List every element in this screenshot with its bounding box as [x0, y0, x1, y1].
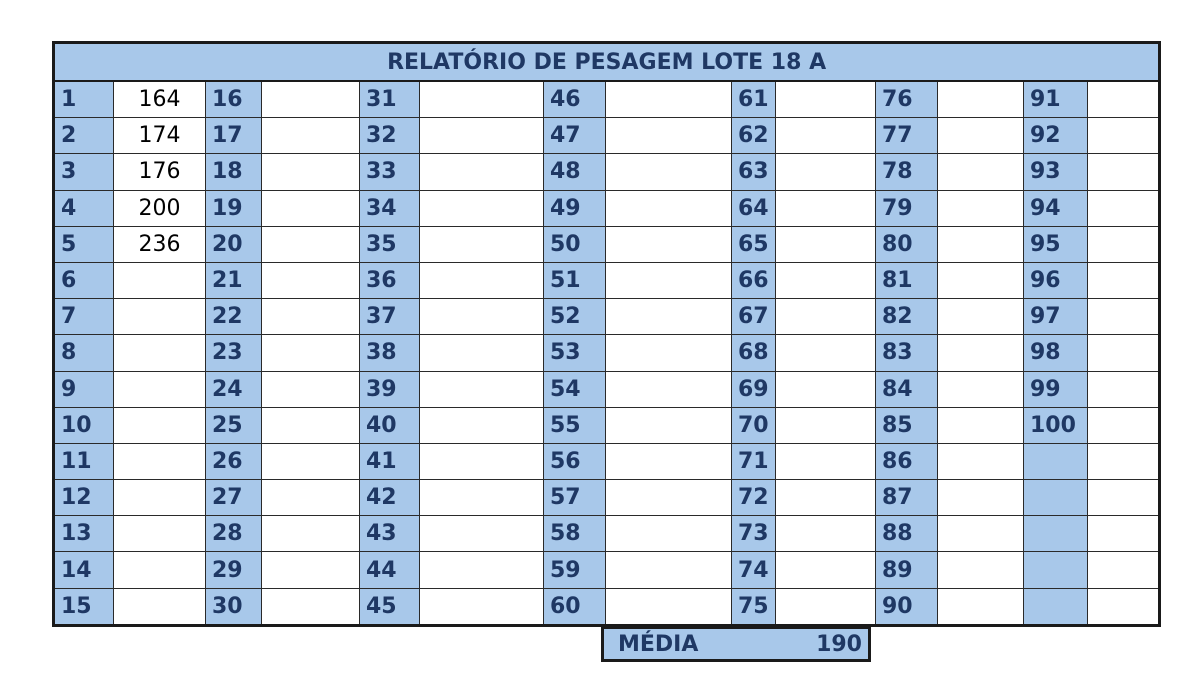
weight-cell[interactable]	[1088, 81, 1160, 118]
animal-number-cell: 84	[876, 371, 938, 407]
table-row	[54, 407, 1160, 443]
weight-cell[interactable]	[420, 190, 544, 226]
weight-cell[interactable]	[262, 154, 360, 190]
weight-cell[interactable]	[420, 552, 544, 588]
weight-cell[interactable]	[114, 516, 206, 552]
animal-number-cell: 38	[360, 335, 420, 371]
table-row	[54, 588, 1160, 625]
weight-cell[interactable]	[1088, 226, 1160, 262]
animal-number-cell: 19	[206, 190, 262, 226]
animal-number-cell: 6	[54, 262, 114, 298]
table-row	[54, 335, 1160, 371]
weight-cell[interactable]	[262, 118, 360, 154]
weight-cell[interactable]	[1088, 443, 1160, 479]
animal-number-cell: 25	[206, 407, 262, 443]
animal-number-cell: 74	[732, 552, 776, 588]
weight-cell[interactable]	[606, 588, 732, 625]
table-row	[54, 190, 1160, 226]
animal-number-cell: 8	[54, 335, 114, 371]
animal-number-cell: 89	[876, 552, 938, 588]
weight-cell[interactable]	[262, 516, 360, 552]
animal-number-cell: 46	[544, 81, 606, 118]
weight-cell[interactable]	[262, 588, 360, 625]
weight-cell[interactable]	[114, 262, 206, 298]
animal-number-cell: 33	[360, 154, 420, 190]
animal-number-cell: 3	[54, 154, 114, 190]
animal-number-cell: 83	[876, 335, 938, 371]
animal-number-cell: 78	[876, 154, 938, 190]
weight-cell[interactable]	[938, 371, 1024, 407]
weight-cell[interactable]	[776, 118, 876, 154]
table-row	[54, 516, 1160, 552]
weight-cell[interactable]	[262, 262, 360, 298]
animal-number-cell: 37	[360, 299, 420, 335]
table-row	[54, 81, 1160, 118]
weight-cell[interactable]	[114, 371, 206, 407]
animal-number-cell: 69	[732, 371, 776, 407]
animal-number-cell: 91	[1024, 81, 1088, 118]
animal-number-cell: 32	[360, 118, 420, 154]
weight-cell[interactable]	[776, 552, 876, 588]
weight-cell[interactable]	[776, 81, 876, 118]
animal-number-cell: 60	[544, 588, 606, 625]
animal-number-cell: 59	[544, 552, 606, 588]
animal-number-cell: 16	[206, 81, 262, 118]
animal-number-cell: 14	[54, 552, 114, 588]
weight-cell[interactable]	[938, 154, 1024, 190]
animal-number-cell: 76	[876, 81, 938, 118]
weight-cell[interactable]	[606, 480, 732, 516]
weight-cell[interactable]	[606, 154, 732, 190]
weight-cell[interactable]	[606, 190, 732, 226]
animal-number-cell: 36	[360, 262, 420, 298]
table-row	[54, 299, 1160, 335]
weighing-report-table	[52, 41, 1161, 627]
weight-cell[interactable]	[420, 371, 544, 407]
weight-cell[interactable]	[938, 407, 1024, 443]
weight-cell[interactable]	[776, 190, 876, 226]
weight-cell[interactable]	[114, 480, 206, 516]
weight-cell[interactable]	[938, 516, 1024, 552]
animal-number-cell: 52	[544, 299, 606, 335]
weight-cell[interactable]	[1088, 480, 1160, 516]
animal-number-cell: 72	[732, 480, 776, 516]
animal-number-cell: 29	[206, 552, 262, 588]
animal-number-cell: 87	[876, 480, 938, 516]
animal-number-cell: 65	[732, 226, 776, 262]
animal-number-cell: 51	[544, 262, 606, 298]
weight-cell[interactable]	[420, 262, 544, 298]
animal-number-cell	[1024, 516, 1088, 552]
weight-cell[interactable]	[938, 443, 1024, 479]
animal-number-cell: 57	[544, 480, 606, 516]
animal-number-cell: 95	[1024, 226, 1088, 262]
animal-number-cell: 75	[732, 588, 776, 625]
table-row	[54, 552, 1160, 588]
weight-cell[interactable]	[776, 371, 876, 407]
animal-number-cell: 39	[360, 371, 420, 407]
table-row	[54, 443, 1160, 479]
weight-cell[interactable]	[1088, 262, 1160, 298]
weight-cell[interactable]	[938, 588, 1024, 625]
weight-cell[interactable]	[606, 81, 732, 118]
weight-cell[interactable]	[262, 371, 360, 407]
weight-cell[interactable]	[262, 443, 360, 479]
animal-number-cell: 90	[876, 588, 938, 625]
animal-number-cell: 93	[1024, 154, 1088, 190]
weight-cell[interactable]	[420, 516, 544, 552]
weight-cell[interactable]	[776, 516, 876, 552]
animal-number-cell: 24	[206, 371, 262, 407]
animal-number-cell: 43	[360, 516, 420, 552]
animal-number-cell: 71	[732, 443, 776, 479]
animal-number-cell: 22	[206, 299, 262, 335]
weight-cell[interactable]	[262, 552, 360, 588]
animal-number-cell: 63	[732, 154, 776, 190]
animal-number-cell: 15	[54, 588, 114, 625]
animal-number-cell: 67	[732, 299, 776, 335]
table-row	[54, 480, 1160, 516]
animal-number-cell: 99	[1024, 371, 1088, 407]
animal-number-cell: 9	[54, 371, 114, 407]
animal-number-cell: 2	[54, 118, 114, 154]
animal-number-cell: 58	[544, 516, 606, 552]
weight-cell[interactable]	[262, 480, 360, 516]
weight-cell[interactable]	[420, 480, 544, 516]
animal-number-cell: 1	[54, 81, 114, 118]
weight-cell[interactable]	[420, 118, 544, 154]
animal-number-cell: 61	[732, 81, 776, 118]
weight-cell[interactable]	[776, 588, 876, 625]
animal-number-cell: 56	[544, 443, 606, 479]
weight-cell[interactable]	[114, 407, 206, 443]
weight-cell[interactable]	[114, 552, 206, 588]
animal-number-cell: 17	[206, 118, 262, 154]
animal-number-cell: 21	[206, 262, 262, 298]
weight-cell[interactable]	[776, 335, 876, 371]
animal-number-cell: 13	[54, 516, 114, 552]
weight-cell[interactable]	[606, 407, 732, 443]
animal-number-cell: 62	[732, 118, 776, 154]
weight-cell[interactable]	[114, 335, 206, 371]
animal-number-cell: 49	[544, 190, 606, 226]
animal-number-cell: 66	[732, 262, 776, 298]
weighing-grid	[54, 81, 1160, 626]
weight-cell[interactable]	[420, 407, 544, 443]
weight-cell[interactable]	[606, 226, 732, 262]
table-row	[54, 226, 1160, 262]
average-box	[601, 626, 871, 662]
animal-number-cell: 30	[206, 588, 262, 625]
weight-cell[interactable]	[114, 588, 206, 625]
animal-number-cell: 85	[876, 407, 938, 443]
weight-cell[interactable]: 200	[114, 190, 206, 226]
animal-number-cell: 54	[544, 371, 606, 407]
weight-cell[interactable]	[420, 154, 544, 190]
weight-cell[interactable]: 174	[114, 118, 206, 154]
weight-cell[interactable]	[262, 299, 360, 335]
animal-number-cell: 50	[544, 226, 606, 262]
weight-cell[interactable]	[420, 443, 544, 479]
table-row	[54, 262, 1160, 298]
weight-cell[interactable]	[776, 480, 876, 516]
weight-cell[interactable]	[938, 552, 1024, 588]
animal-number-cell	[1024, 480, 1088, 516]
weight-cell[interactable]	[420, 81, 544, 118]
weight-cell[interactable]	[262, 226, 360, 262]
weight-cell[interactable]	[606, 552, 732, 588]
animal-number-cell: 40	[360, 407, 420, 443]
weight-cell[interactable]	[606, 516, 732, 552]
animal-number-cell: 34	[360, 190, 420, 226]
animal-number-cell: 20	[206, 226, 262, 262]
weight-cell[interactable]	[776, 226, 876, 262]
table-row	[54, 118, 1160, 154]
animal-number-cell: 41	[360, 443, 420, 479]
weight-cell[interactable]	[420, 335, 544, 371]
animal-number-cell: 27	[206, 480, 262, 516]
animal-number-cell	[1024, 588, 1088, 625]
animal-number-cell: 94	[1024, 190, 1088, 226]
weight-cell[interactable]	[1088, 154, 1160, 190]
animal-number-cell: 80	[876, 226, 938, 262]
animal-number-cell: 86	[876, 443, 938, 479]
weight-cell[interactable]	[1088, 588, 1160, 625]
weight-cell[interactable]	[262, 335, 360, 371]
animal-number-cell	[1024, 552, 1088, 588]
weight-cell[interactable]	[776, 154, 876, 190]
weight-cell[interactable]	[776, 299, 876, 335]
weight-cell[interactable]	[606, 335, 732, 371]
weight-cell[interactable]	[606, 262, 732, 298]
animal-number-cell: 92	[1024, 118, 1088, 154]
weight-cell[interactable]	[1088, 371, 1160, 407]
weight-cell[interactable]	[938, 299, 1024, 335]
animal-number-cell: 53	[544, 335, 606, 371]
animal-number-cell	[1024, 443, 1088, 479]
weight-cell[interactable]: 236	[114, 226, 206, 262]
animal-number-cell: 81	[876, 262, 938, 298]
animal-number-cell: 73	[732, 516, 776, 552]
animal-number-cell: 77	[876, 118, 938, 154]
weight-cell[interactable]	[420, 588, 544, 625]
animal-number-cell: 18	[206, 154, 262, 190]
animal-number-cell: 4	[54, 190, 114, 226]
weight-cell[interactable]	[606, 443, 732, 479]
animal-number-cell: 42	[360, 480, 420, 516]
weight-cell[interactable]	[1088, 299, 1160, 335]
weight-cell[interactable]	[1088, 335, 1160, 371]
animal-number-cell: 44	[360, 552, 420, 588]
weight-cell[interactable]	[606, 371, 732, 407]
weight-cell[interactable]	[1088, 407, 1160, 443]
animal-number-cell: 79	[876, 190, 938, 226]
weight-cell[interactable]	[606, 118, 732, 154]
weight-cell[interactable]: 164	[114, 81, 206, 118]
weight-cell[interactable]	[1088, 552, 1160, 588]
weight-cell[interactable]	[1088, 190, 1160, 226]
weight-cell[interactable]	[938, 262, 1024, 298]
weight-cell[interactable]	[114, 299, 206, 335]
table-row	[54, 371, 1160, 407]
weight-cell[interactable]	[776, 407, 876, 443]
weight-cell[interactable]: 176	[114, 154, 206, 190]
animal-number-cell: 47	[544, 118, 606, 154]
animal-number-cell: 68	[732, 335, 776, 371]
animal-number-cell: 23	[206, 335, 262, 371]
animal-number-cell: 28	[206, 516, 262, 552]
animal-number-cell: 96	[1024, 262, 1088, 298]
animal-number-cell: 64	[732, 190, 776, 226]
animal-number-cell: 26	[206, 443, 262, 479]
weight-cell[interactable]	[1088, 516, 1160, 552]
animal-number-cell: 88	[876, 516, 938, 552]
animal-number-cell: 97	[1024, 299, 1088, 335]
animal-number-cell: 35	[360, 226, 420, 262]
weight-cell[interactable]	[606, 299, 732, 335]
weight-cell[interactable]	[1088, 118, 1160, 154]
weight-cell[interactable]	[938, 335, 1024, 371]
weight-cell[interactable]	[938, 226, 1024, 262]
weight-cell[interactable]	[262, 81, 360, 118]
animal-number-cell: 55	[544, 407, 606, 443]
weight-cell[interactable]	[262, 407, 360, 443]
report-title: RELATÓRIO DE PESAGEM LOTE 18 A	[54, 43, 1160, 82]
animal-number-cell: 12	[54, 480, 114, 516]
animal-number-cell: 7	[54, 299, 114, 335]
animal-number-cell: 98	[1024, 335, 1088, 371]
weight-cell[interactable]	[420, 299, 544, 335]
animal-number-cell: 70	[732, 407, 776, 443]
average-value: 190	[816, 632, 862, 657]
animal-number-cell: 48	[544, 154, 606, 190]
weight-cell[interactable]	[776, 262, 876, 298]
weight-cell[interactable]	[938, 190, 1024, 226]
weight-cell[interactable]	[114, 443, 206, 479]
animal-number-cell: 10	[54, 407, 114, 443]
weight-cell[interactable]	[776, 443, 876, 479]
animal-number-cell: 31	[360, 81, 420, 118]
animal-number-cell: 100	[1024, 407, 1088, 443]
weight-cell[interactable]	[420, 226, 544, 262]
weight-cell[interactable]	[938, 118, 1024, 154]
animal-number-cell: 45	[360, 588, 420, 625]
animal-number-cell: 5	[54, 226, 114, 262]
weight-cell[interactable]	[262, 190, 360, 226]
animal-number-cell: 11	[54, 443, 114, 479]
weight-cell[interactable]	[938, 480, 1024, 516]
animal-number-cell: 82	[876, 299, 938, 335]
table-row	[54, 154, 1160, 190]
average-label: MÉDIA	[618, 632, 699, 657]
weight-cell[interactable]	[938, 81, 1024, 118]
